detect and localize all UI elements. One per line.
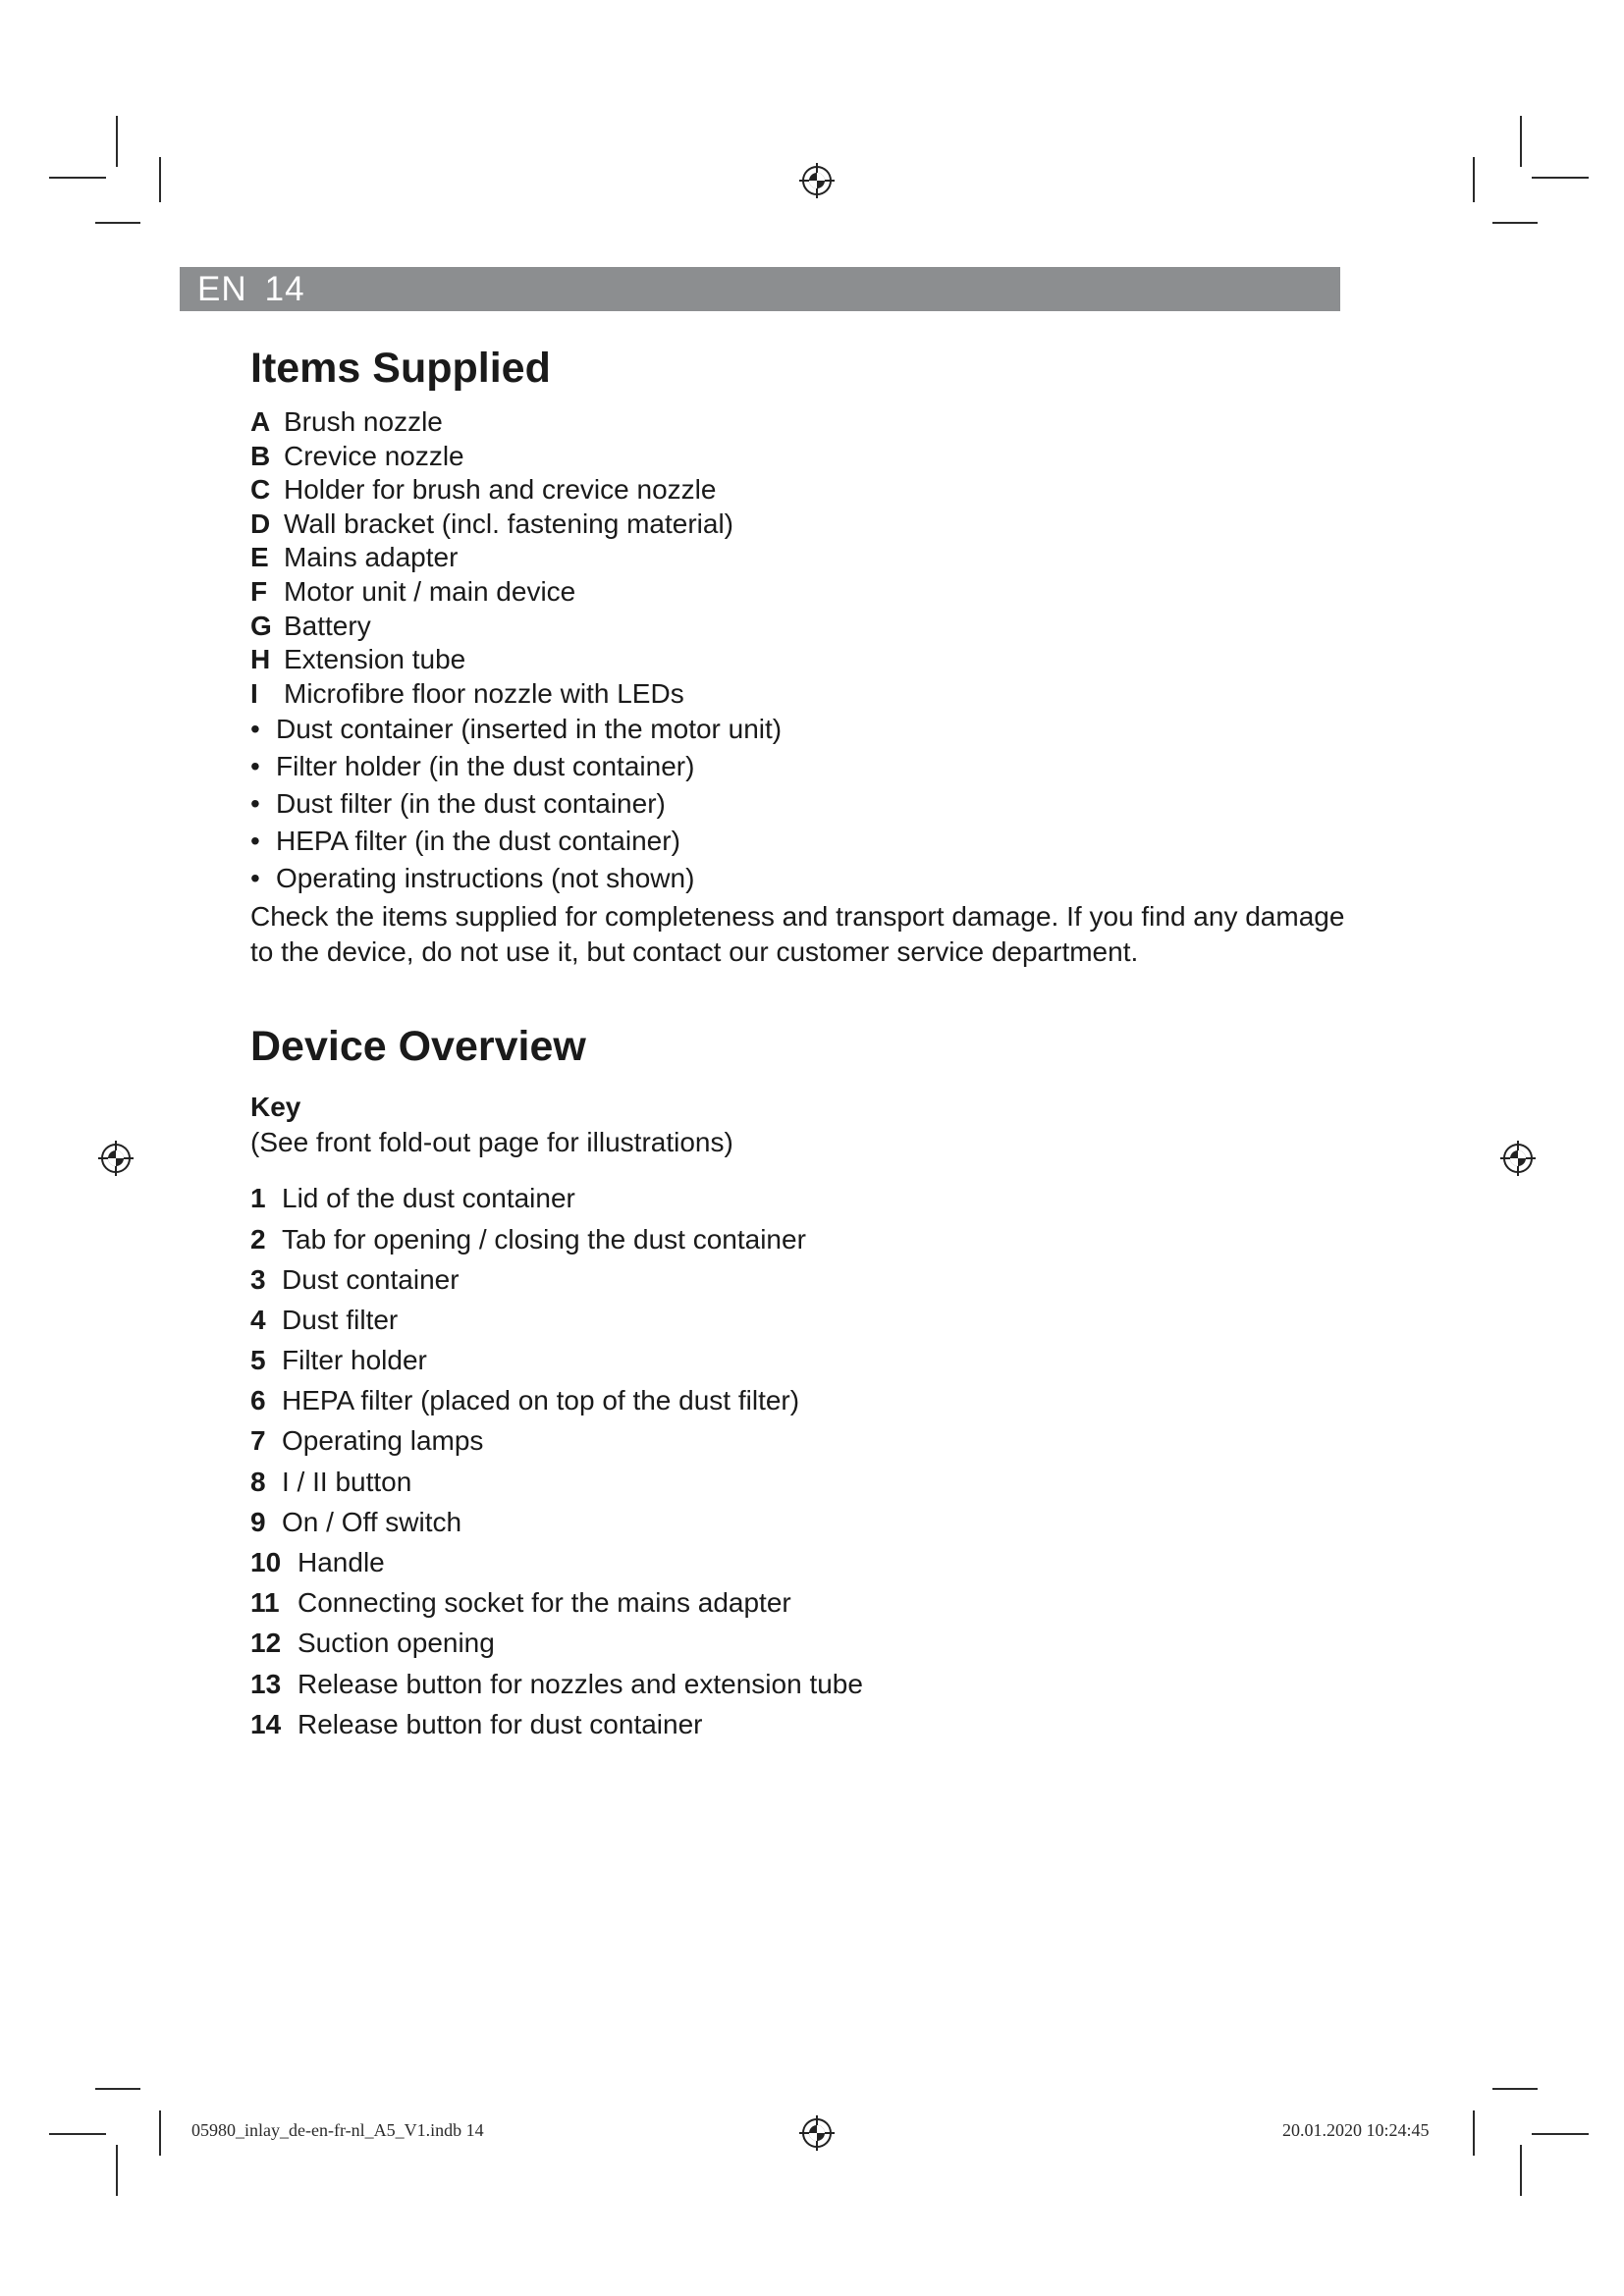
- key-item: 1 Lid of the dust container: [250, 1183, 575, 1214]
- list-item: G Battery: [250, 610, 371, 641]
- language-code: EN: [197, 270, 247, 308]
- key-item: 4 Dust filter: [250, 1304, 399, 1335]
- print-timestamp: 20.01.2020 10:24:45: [1282, 2120, 1430, 2140]
- list-item: A Brush nozzle: [250, 406, 443, 437]
- key-heading: Key: [250, 1092, 301, 1123]
- key-item: 7 Operating lamps: [250, 1425, 484, 1457]
- key-item: 5 Filter holder: [250, 1345, 427, 1376]
- bullet-item: • HEPA filter (in the dust container): [250, 826, 680, 857]
- key-item: 8 I / II button: [250, 1466, 412, 1497]
- crop-mark: [116, 116, 118, 167]
- print-file-name: 05980_inlay_de-en-fr-nl_A5_V1.indb 14: [191, 2120, 484, 2140]
- device-overview-section: [250, 1017, 1345, 1744]
- crop-mark: [1492, 222, 1538, 224]
- crop-mark: [159, 157, 161, 202]
- page-number: 14: [264, 270, 305, 308]
- key-item: 12 Suction opening: [250, 1628, 495, 1659]
- crop-mark: [116, 2145, 118, 2196]
- registration-mark-icon: [1498, 1139, 1538, 1178]
- crop-mark: [95, 222, 140, 224]
- bullet-item: • Dust filter (in the dust container): [250, 788, 666, 820]
- key-item: 6 HEPA filter (placed on top of the dust filter): [250, 1385, 800, 1416]
- list-item: I Microfibre floor nozzle with LEDs: [250, 677, 684, 709]
- list-item: B Crevice nozzle: [250, 440, 464, 471]
- key-subtitle: (See front fold-out page for illustrations): [250, 1127, 733, 1158]
- bullet-item: • Filter holder (in the dust container): [250, 751, 695, 782]
- page-header-bar: [180, 267, 1340, 311]
- crop-mark: [1520, 116, 1522, 167]
- crop-mark: [159, 2110, 161, 2156]
- key-item: 11 Connecting socket for the mains adapter: [250, 1587, 791, 1619]
- key-item: 9 On / Off switch: [250, 1506, 462, 1537]
- crop-mark: [49, 2133, 106, 2135]
- key-item: 3 Dust container: [250, 1263, 460, 1295]
- list-item: E Mains adapter: [250, 542, 459, 573]
- key-list: [250, 1178, 1345, 1744]
- main-content: [250, 339, 1345, 1744]
- list-item: F Motor unit / main device: [250, 575, 576, 607]
- crop-mark: [1473, 157, 1475, 202]
- key-item: 13 Release button for nozzles and extension tube: [250, 1668, 863, 1699]
- key-item: 10 Handle: [250, 1547, 385, 1578]
- bullet-item: • Dust container (inserted in the motor unit): [250, 714, 783, 745]
- crop-mark: [95, 2088, 140, 2090]
- list-item: D Wall bracket (incl. fastening material): [250, 507, 734, 539]
- crop-mark: [1532, 177, 1589, 179]
- registration-mark-icon: [96, 1139, 135, 1178]
- crop-mark: [1532, 2133, 1589, 2135]
- items-supplied-list: [250, 405, 1345, 897]
- registration-mark-icon: [797, 161, 837, 200]
- page-header: [197, 270, 323, 309]
- crop-mark: [1473, 2110, 1475, 2156]
- list-item: C Holder for brush and crevice nozzle: [250, 474, 717, 506]
- device-overview-title: Device Overview: [250, 1023, 586, 1071]
- crop-mark: [1492, 2088, 1538, 2090]
- list-item: H Extension tube: [250, 644, 466, 675]
- registration-mark-icon: [797, 2113, 837, 2153]
- items-supplied-note: Check the items supplied for completeness and transport damage. If you find any damage to the device, do not use it, but contact our customer service department.: [250, 901, 1345, 968]
- items-supplied-title: Items Supplied: [250, 345, 551, 392]
- bullet-item: • Operating instructions (not shown): [250, 863, 695, 894]
- crop-mark: [49, 177, 106, 179]
- key-item: 14 Release button for dust container: [250, 1708, 703, 1739]
- key-item: 2 Tab for opening / closing the dust container: [250, 1223, 806, 1255]
- crop-mark: [1520, 2145, 1522, 2196]
